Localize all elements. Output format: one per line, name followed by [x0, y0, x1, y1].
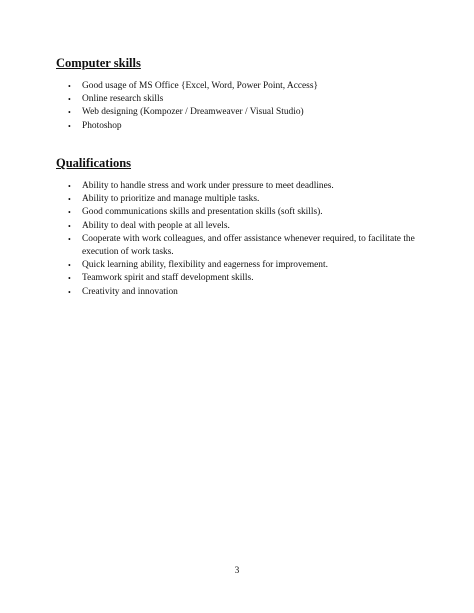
list-item-text: Teamwork spirit and staff development skills. [82, 273, 254, 284]
list-item [56, 272, 426, 285]
list-item-text: Cooperate with work colleagues, and offer assistance whenever required, to facilitate the execution of work tasks. [82, 233, 415, 258]
list-item [56, 233, 426, 259]
list-item [56, 180, 426, 193]
list-item-text: Ability to prioritize and manage multiple tasks. [82, 194, 260, 205]
qualifications-section [56, 155, 426, 299]
bullet-icon: • [68, 274, 71, 284]
qualifications-heading: Qualifications [56, 156, 132, 170]
page-number: 3 [234, 566, 240, 576]
list-item [56, 93, 426, 106]
list-item-text: Photoshop [82, 120, 122, 131]
list-item [56, 193, 426, 206]
list-item-text: Good communications skills and presentation skills (soft skills). [82, 207, 323, 218]
bullet-icon: • [68, 208, 71, 218]
list-item [56, 220, 426, 233]
computer-skills-heading: Computer skills [56, 56, 141, 70]
bullet-icon: • [68, 108, 71, 118]
list-item [56, 259, 426, 272]
list-item [56, 120, 426, 133]
list-item-text: Online research skills [82, 94, 164, 105]
list-item-text: Creativity and innovation [82, 286, 178, 297]
list-item-text: Web designing (Kompozer / Dreamweaver / Visual Studio) [82, 107, 304, 118]
list-item-text: Ability to handle stress and work under pressure to meet deadlines. [82, 181, 334, 191]
list-item [56, 206, 426, 219]
bullet-icon: • [68, 234, 71, 244]
list-item-text: Quick learning ability, flexibility and eagerness for improvement. [82, 260, 328, 271]
bullet-icon: • [68, 95, 71, 105]
bullet-icon: • [68, 121, 71, 131]
computer-skills-section [56, 55, 426, 133]
bullet-icon: • [68, 287, 71, 297]
list-item [56, 106, 426, 119]
list-item [56, 286, 426, 299]
bullet-icon: • [68, 261, 71, 271]
bullet-icon: • [68, 82, 71, 91]
bullet-icon: • [68, 182, 71, 191]
list-item [56, 80, 426, 93]
qualifications-list [56, 180, 426, 299]
list-item-text: Ability to deal with people at all levels. [82, 220, 230, 231]
bullet-icon: • [68, 195, 71, 205]
computer-skills-list [56, 80, 426, 133]
list-item-text: Good usage of MS Office {Excel, Word, Power Point, Access} [82, 81, 318, 91]
bullet-icon: • [68, 221, 71, 231]
